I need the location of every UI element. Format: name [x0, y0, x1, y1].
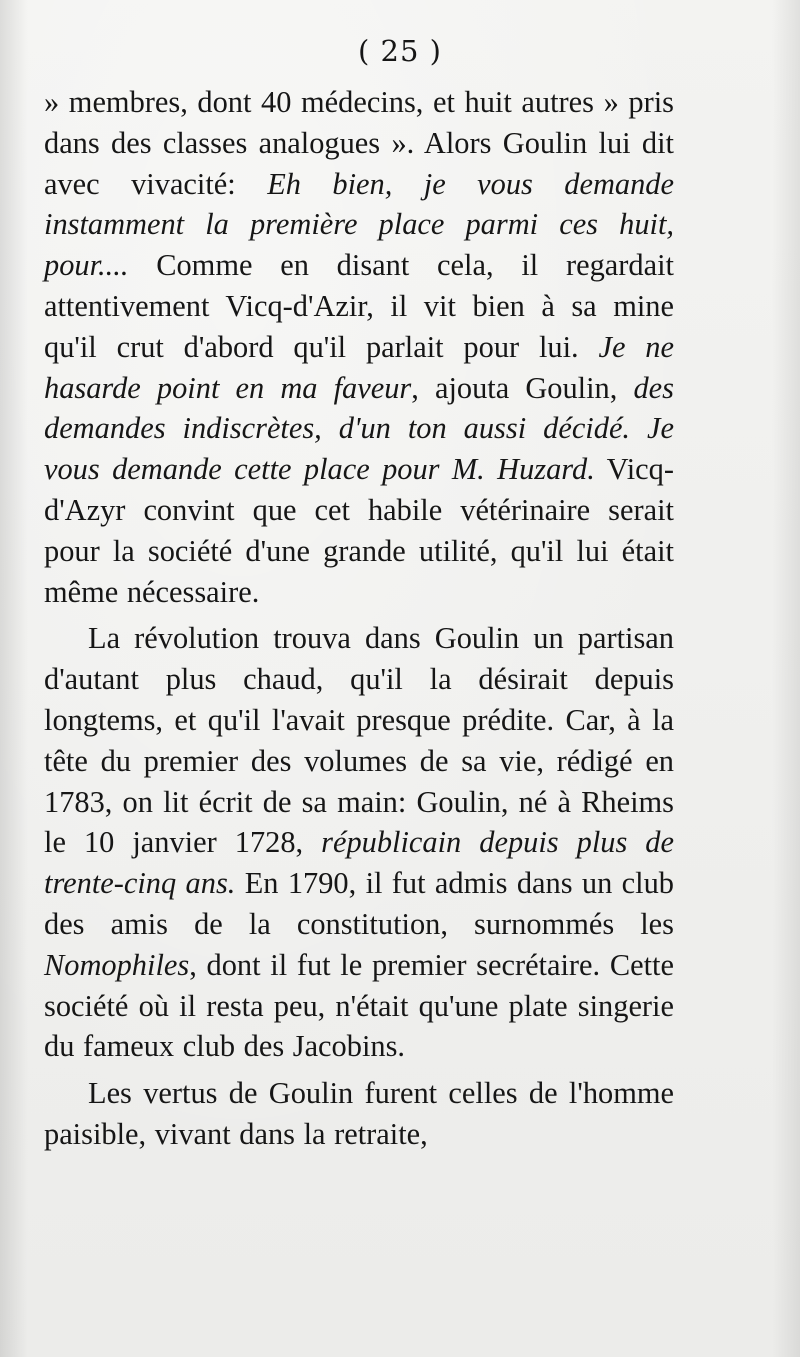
paragraph: [44, 1073, 674, 1155]
italic-text-run: des demandes indiscrètes, d'un ton aussi décidé. Je vous demande cette place pour M. Huzard.: [44, 370, 674, 487]
italic-text-run: Nomophiles: [44, 947, 190, 982]
page-edge-shadow-right: [772, 0, 800, 1357]
italic-text-run: Je ne hasarde point en ma faveur: [44, 329, 674, 405]
italic-text-run: républicain depuis plus de trente-cinq ans.: [44, 825, 674, 901]
text-run: En 1790, il fut admis dans un club des amis de la constitution, surnommés les: [44, 866, 674, 941]
text-run: Vicq-d'Azyr convint que cet habile vétérinaire serait pour la société d'une grande utilité, qu'il lui était même nécessaire.: [44, 452, 674, 609]
page-number: ( 25 ): [358, 34, 442, 68]
text-body: [44, 82, 674, 1155]
text-run: Comme en disant cela, il regardait attentivement Vicq-d'Azir, il vit bien à sa mine qu'il crut d'abord qu'il parlait pour lui.: [44, 248, 674, 364]
text-run: Les vertus de Goulin furent celles de l'homme paisible, vivant dans la retraite,: [44, 1076, 674, 1151]
paragraph: [44, 618, 674, 1067]
paragraph: [44, 82, 674, 612]
text-run: , dont il fut le premier secrétaire. Cette société où il resta peu, n'était qu'une plate singerie du fameux club des Jacobins.: [44, 947, 674, 1064]
italic-text-run: Eh bien, je vous demande instamment la première place parmi ces huit, pour....: [44, 166, 674, 283]
text-run: » membres, dont 40 médecins, et huit autres » pris dans des classes analogues ». Alors Goulin lui dit avec vivacité:: [44, 85, 674, 201]
page-edge-shadow-left: [0, 0, 28, 1357]
text-run: La révolution trouva dans Goulin un partisan d'autant plus chaud, qu'il la désirait depuis longtems, et qu'il l'avait presque prédite. Car, à la tête du premier des volumes de sa vie, rédigé en 1783, on lit écrit de sa main: Goulin, né à Rheims le 10 janvier 1728,: [44, 621, 674, 860]
text-run: , ajouta Goulin,: [411, 370, 634, 405]
